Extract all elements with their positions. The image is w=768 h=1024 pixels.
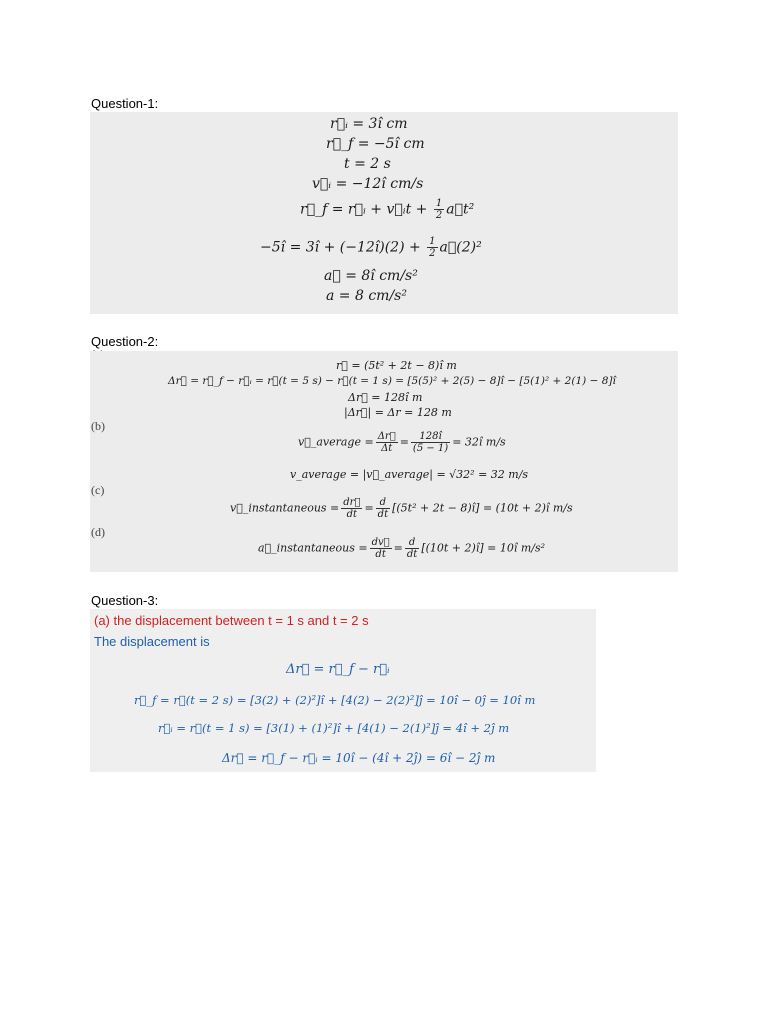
q2-d-frac-2-den: dt — [406, 549, 418, 560]
q2-d-frac-1-den: dt — [375, 549, 386, 560]
q1-line-5 — [300, 198, 474, 221]
q1-line-6-main: −5î = 3î + (−12î)(2) + — [260, 239, 426, 256]
question-2-box — [90, 351, 678, 572]
q2-c-rhs: [(5t² + 2t − 8)î] = (10t + 2)î m/s — [392, 501, 573, 515]
q2-d-frac-2 — [405, 537, 419, 560]
question-3-box — [90, 609, 596, 772]
q1-line-4: v⃗ᵢ = −12î cm/s — [312, 176, 424, 192]
q1-line-1: r⃗ᵢ = 3î cm — [330, 116, 408, 132]
q2-b-frac-2-den: (5 − 1) — [412, 443, 449, 454]
q2-b-frac-1-num: Δr⃗ — [377, 431, 396, 442]
q2-label-c: (c) — [91, 483, 105, 497]
q2-label-d: (d) — [91, 525, 105, 539]
q2-a-line-4: |Δr⃗| = Δr = 128 m — [344, 406, 452, 419]
q1-half-fraction-2 — [427, 236, 437, 259]
q1-line-8: a = 8 cm/s² — [326, 288, 407, 304]
q1-half-num-2: 1 — [429, 236, 436, 247]
q1-half-den: 2 — [435, 210, 443, 221]
q2-b-frac-2 — [411, 431, 450, 454]
q3-line-4: Δr⃗ = r⃗_f − r⃗ᵢ = 10î − (4î + 2ĵ) = 6î − 2ĵ m — [222, 751, 496, 765]
q2-c-frac-1 — [341, 497, 362, 520]
q1-line-5-tail: a⃗t² — [446, 201, 475, 218]
q1-line-5-main: r⃗_f = r⃗ᵢ + v⃗ᵢt + — [300, 201, 432, 218]
q1-line-7: a⃗ = 8î cm/s² — [324, 268, 418, 284]
q1-line-3: t = 2 s — [344, 156, 391, 172]
q3-line-3: r⃗ᵢ = r⃗(t = 1 s) = [3(1) + (1)²]î + [4(1) − 2(1)²]ĵ = 4î + 2ĵ m — [158, 721, 510, 735]
q2-b-line-2: v_average = |v⃗_average| = √32² = 32 m/s — [290, 468, 529, 481]
q2-d-line: a⃗_instantaneous = $\frac{dv⃗}{dt}$ = $\frac{d}{dt}$ [(10t + 2)î] = 10î m/s² — [258, 537, 546, 560]
q3-red-line: (a) the displacement between t = 1 s and t = 2 s — [94, 613, 369, 628]
q2-d-frac-2-num: d — [405, 537, 419, 549]
q2-a-line-2: Δr⃗ = r⃗_f − r⃗ᵢ = r⃗(t = 5 s) − r⃗(t = 1 s) = [5(5)² + 2(5) − 8]î − [5(1)² + 2(1) − 8]î — [168, 375, 616, 387]
q2-b-frac-1 — [376, 431, 398, 454]
q2-d-frac-1-num: dv⃗ — [371, 537, 390, 548]
q2-c-frac-2 — [376, 497, 390, 520]
q2-d-rhs: [(10t + 2)î] = 10î m/s² — [421, 541, 546, 555]
q3-blue-intro: The displacement is — [94, 634, 210, 649]
q2-c-frac-1-num: dr⃗ — [343, 497, 361, 508]
q2-label-b: (b) — [91, 419, 105, 433]
q1-half-num: 1 — [435, 198, 443, 209]
q2-b-line-1: v⃗_average = $\frac{\Delta r⃗}{\Delta t}$ = $\frac{128î}{(5 - 1)}$ = 32î m/s — [298, 431, 506, 454]
question-1-title: Question-1: — [91, 96, 159, 111]
q2-b-rhs: = 32î m/s — [452, 435, 506, 449]
q2-c-line: v⃗_instantaneous = $\frac{dr⃗}{dt}$ = $\frac{d}{dt}$ [(5t² + 2t − 8)î] = (10t + 2)î m/s — [230, 497, 573, 520]
q1-half-den-2: 2 — [429, 248, 436, 259]
q2-c-frac-1-den: dt — [346, 509, 358, 520]
q2-b-frac-2-num: 128î — [411, 431, 450, 443]
q1-line-6-tail: a⃗(2)² — [439, 239, 482, 256]
question-1-box — [90, 112, 678, 314]
q2-d-lhs: a⃗_instantaneous = — [258, 541, 368, 555]
q2-a-line-3: Δr⃗ = 128î m — [348, 391, 423, 404]
q2-c-frac-2-den: dt — [377, 509, 389, 520]
q2-b-lhs: v⃗_average = — [298, 435, 374, 449]
q2-c-lhs: v⃗_instantaneous = — [230, 501, 340, 515]
question-2-title: Question-2: — [91, 334, 159, 349]
q1-line-6 — [260, 236, 482, 259]
question-3-title: Question-3: — [91, 593, 159, 608]
q1-half-fraction — [434, 198, 444, 221]
q3-line-1: Δr⃗ = r⃗_f − r⃗ᵢ — [286, 662, 390, 677]
q2-d-frac-1 — [370, 537, 392, 560]
q2-a-line-1: r⃗ = (5t² + 2t − 8)î m — [336, 359, 457, 372]
q2-c-frac-2-num: d — [376, 497, 390, 509]
q3-line-2: r⃗_f = r⃗(t = 2 s) = [3(2) + (2)²]î + [4(2) − 2(2)²]ĵ = 10î − 0ĵ = 10î m — [134, 693, 536, 707]
q1-line-2: r⃗_f = −5î cm — [326, 136, 425, 152]
q2-b-frac-1-den: Δt — [381, 443, 393, 454]
